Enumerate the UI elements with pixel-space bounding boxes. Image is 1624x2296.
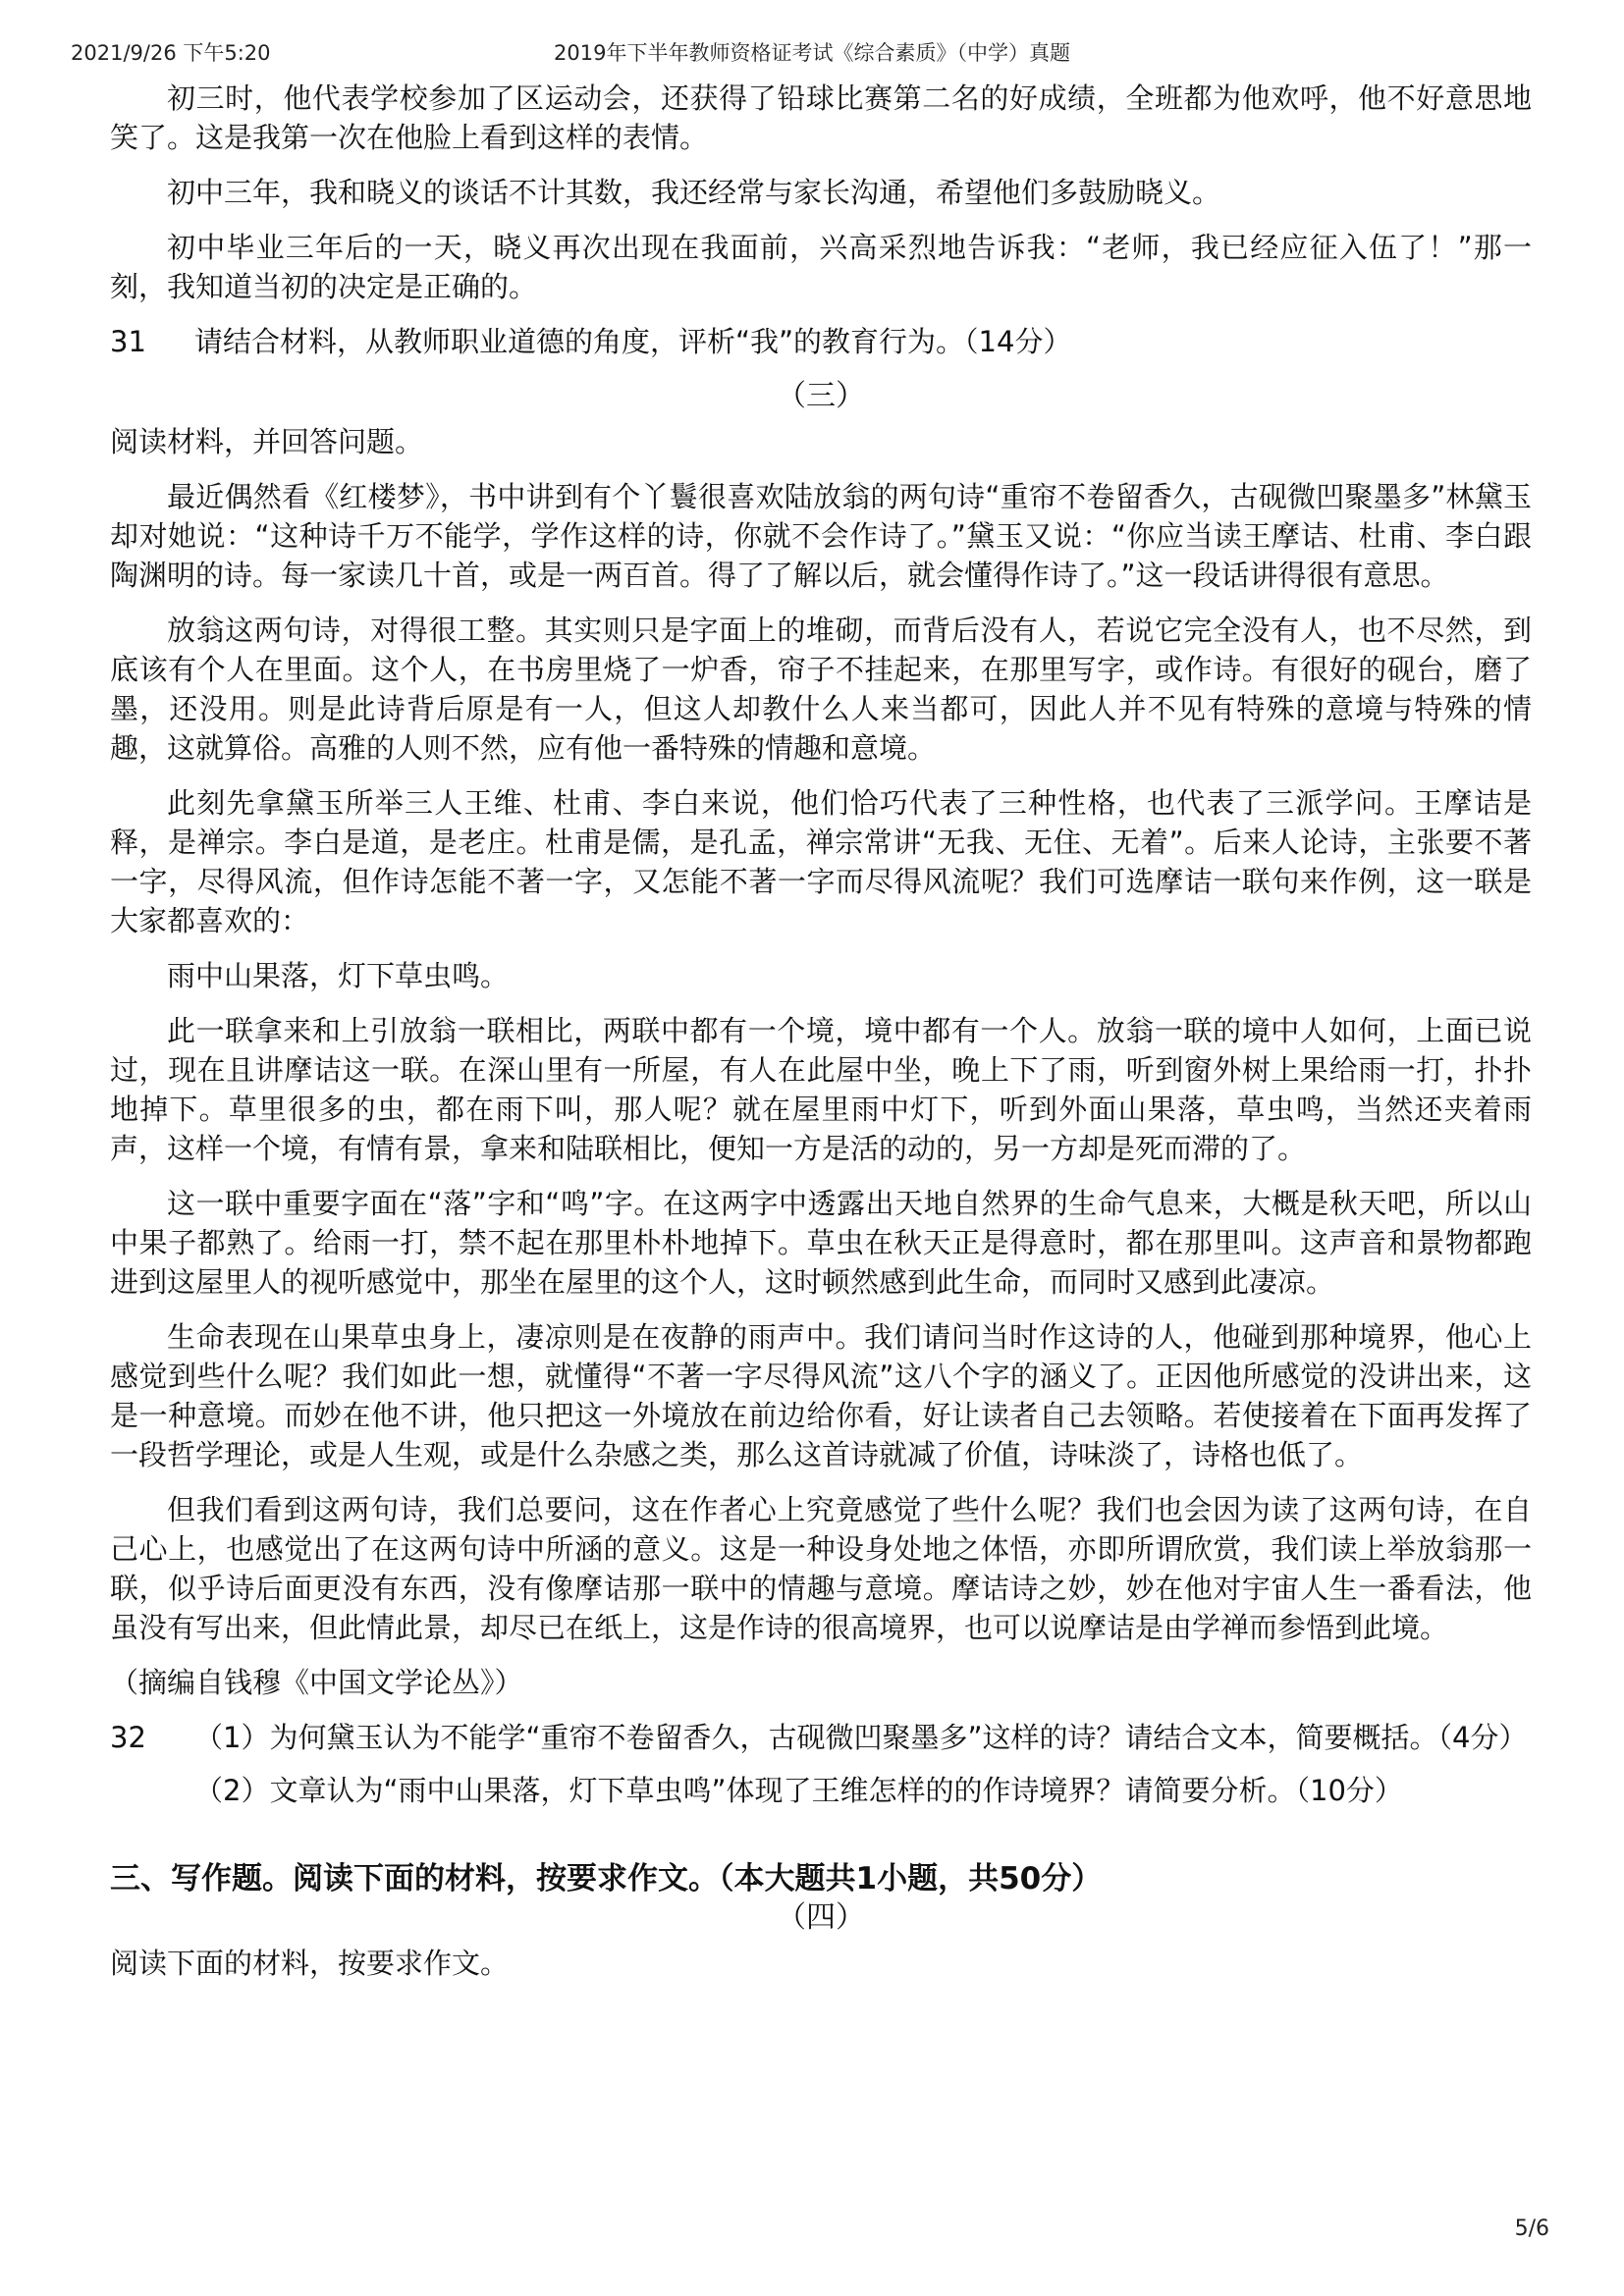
document-title: 2019年下半年教师资格证考试《综合素质》（中学）真题	[554, 41, 1070, 65]
question-text: 请结合材料，从教师职业道德的角度，评析“我”的教育行为。（14分）	[194, 325, 1072, 358]
page-number: 5/6	[1514, 2216, 1549, 2241]
document-body	[110, 79, 1532, 1999]
question-32	[110, 1718, 1532, 1810]
paragraph: 生命表现在山果草虫身上，凄凉则是在夜静的雨声中。我们请问当时作这诗的人，他碰到那种境界，他心上感觉到些什么呢？我们如此一想，就懂得“不著一字尽得风流”这八个字的涵义了。正因他所感觉的没讲出来，这是一种意境。而妙在他不讲，他只把这一外境放在前边给你看，好让读者自己去领略。若使接着在下面再发挥了一段哲学理论，或是人生观，或是什么杂感之类，那么这首诗就减了价值，诗味淡了，诗格也低了。	[110, 1320, 1532, 1471]
question-number: 32	[110, 1721, 146, 1754]
page-header	[71, 37, 1553, 73]
print-datetime: 2021/9/26 下午5:20	[71, 41, 271, 65]
question-number: 31	[110, 325, 146, 358]
paragraph: 初中毕业三年后的一天，晓义再次出现在我面前，兴高采烈地告诉我：“老师，我已经应征入伍了！”那一刻，我知道当初的决定是正确的。	[110, 231, 1532, 303]
section-marker-4: （四）	[777, 1900, 865, 1935]
paragraph: 初中三年，我和晓义的谈话不计其数，我还经常与家长沟通，希望他们多鼓励晓义。	[167, 176, 1221, 209]
section-marker-3: （三）	[777, 379, 865, 413]
writing-section-heading: 三、写作题。阅读下面的材料，按要求作文。（本大题共1小题，共50分）	[110, 1861, 1103, 1896]
paragraph: 此刻先拿黛玉所举三人王维、杜甫、李白来说，他们恰巧代表了三种性格，也代表了三派学问。王摩诘是释，是禅宗。李白是道，是老庄。杜甫是儒，是孔孟，禅宗常讲“无我、无住、无着”。后来人论诗，主张要不著一字，尽得风流，但作诗怎能不著一字，又怎能不著一字而尽得风流呢？我们可选摩诘一联句来作例，这一联是大家都喜欢的：	[110, 786, 1532, 937]
paragraph: 最近偶然看《红楼梦》，书中讲到有个丫鬟很喜欢陆放翁的两句诗“重帘不卷留香久，古砚微凹聚墨多”林黛玉却对她说：“这种诗千万不能学，学作这样的诗，你就不会作诗了。”黛玉又说：“你应当读王摩诘、杜甫、李白跟陶渊明的诗。每一家读几十首，或是一两百首。得了了解以后，就会懂得作诗了。”这一段话讲得很有意思。	[110, 480, 1532, 592]
section-intro: 阅读下面的材料，按要求作文。	[110, 1947, 510, 1980]
paragraph: 放翁这两句诗，对得很工整。其实则只是字面上的堆砌，而背后没有人，若说它完全没有人，也不尽然，到底该有个人在里面。这个人，在书房里烧了一炉香，帘子不挂起来，在那里写字，或作诗。有很好的砚台，磨了墨，还没用。则是此诗背后原是有一人，但这人却教什么人来当都可，因此人并不见有特殊的意境与特殊的情趣，这就算俗。高雅的人则不然，应有他一番特殊的情趣和意境。	[110, 614, 1532, 765]
section-intro: 阅读材料，并回答问题。	[110, 425, 424, 458]
paragraph: 初三时，他代表学校参加了区运动会，还获得了铅球比赛第二名的好成绩，全班都为他欢呼，他不好意思地笑了。这是我第一次在他脸上看到这样的表情。	[110, 81, 1532, 154]
question-part-1: （1）为何黛玉认为不能学“重帘不卷留香久，古砚微凹聚墨多”这样的诗？请结合文本，简要概括。（4分）	[194, 1721, 1528, 1754]
question-part-2: （2）文章认为“雨中山果落，灯下草虫鸣”体现了王维怎样的的作诗境界？请简要分析。（10分）	[194, 1774, 1403, 1807]
paragraph: 但我们看到这两句诗，我们总要问，这在作者心上究竟感觉了些什么呢？我们也会因为读了这两句诗，在自己心上，也感觉出了在这两句诗中所涵的意义。这是一种设身处地之体悟，亦即所谓欣赏，我们读上举放翁那一联，似乎诗后面更没有东西，没有像摩诘那一联中的情趣与意境。摩诘诗之妙，妙在他对宇宙人生一番看法，他虽没有写出来，但此情此景，却尽已在纸上，这是作诗的很高境界，也可以说摩诘是由学禅而参悟到此境。	[110, 1493, 1532, 1644]
question-31	[110, 322, 1532, 361]
source-citation: （摘编自钱穆《中国文学论丛》）	[110, 1666, 523, 1699]
paragraph: 这一联中重要字面在“落”字和“鸣”字。在这两字中透露出天地自然界的生命气息来，大概是秋天吧，所以山中果子都熟了。给雨一打，禁不起在那里朴朴地掉下。草虫在秋天正是得意时，都在那里叫。这声音和景物都跑进到这屋里人的视听感觉中，那坐在屋里的这个人，这时顿然感到此生命，而同时又感到此凄凉。	[110, 1187, 1532, 1299]
poem-line: 雨中山果落，灯下草虫鸣。	[167, 959, 510, 992]
paragraph: 此一联拿来和上引放翁一联相比，两联中都有一个境，境中都有一个人。放翁一联的境中人如何，上面已说过，现在且讲摩诘这一联。在深山里有一所屋，有人在此屋中坐，晚上下了雨，听到窗外树上果给雨一打，扑扑地掉下。草里很多的虫，都在雨下叫，那人呢？就在屋里雨中灯下，听到外面山果落，草虫鸣，当然还夹着雨声，这样一个境，有情有景，拿来和陆联相比，便知一方是活的动的，另一方却是死而滞的了。	[110, 1014, 1532, 1165]
